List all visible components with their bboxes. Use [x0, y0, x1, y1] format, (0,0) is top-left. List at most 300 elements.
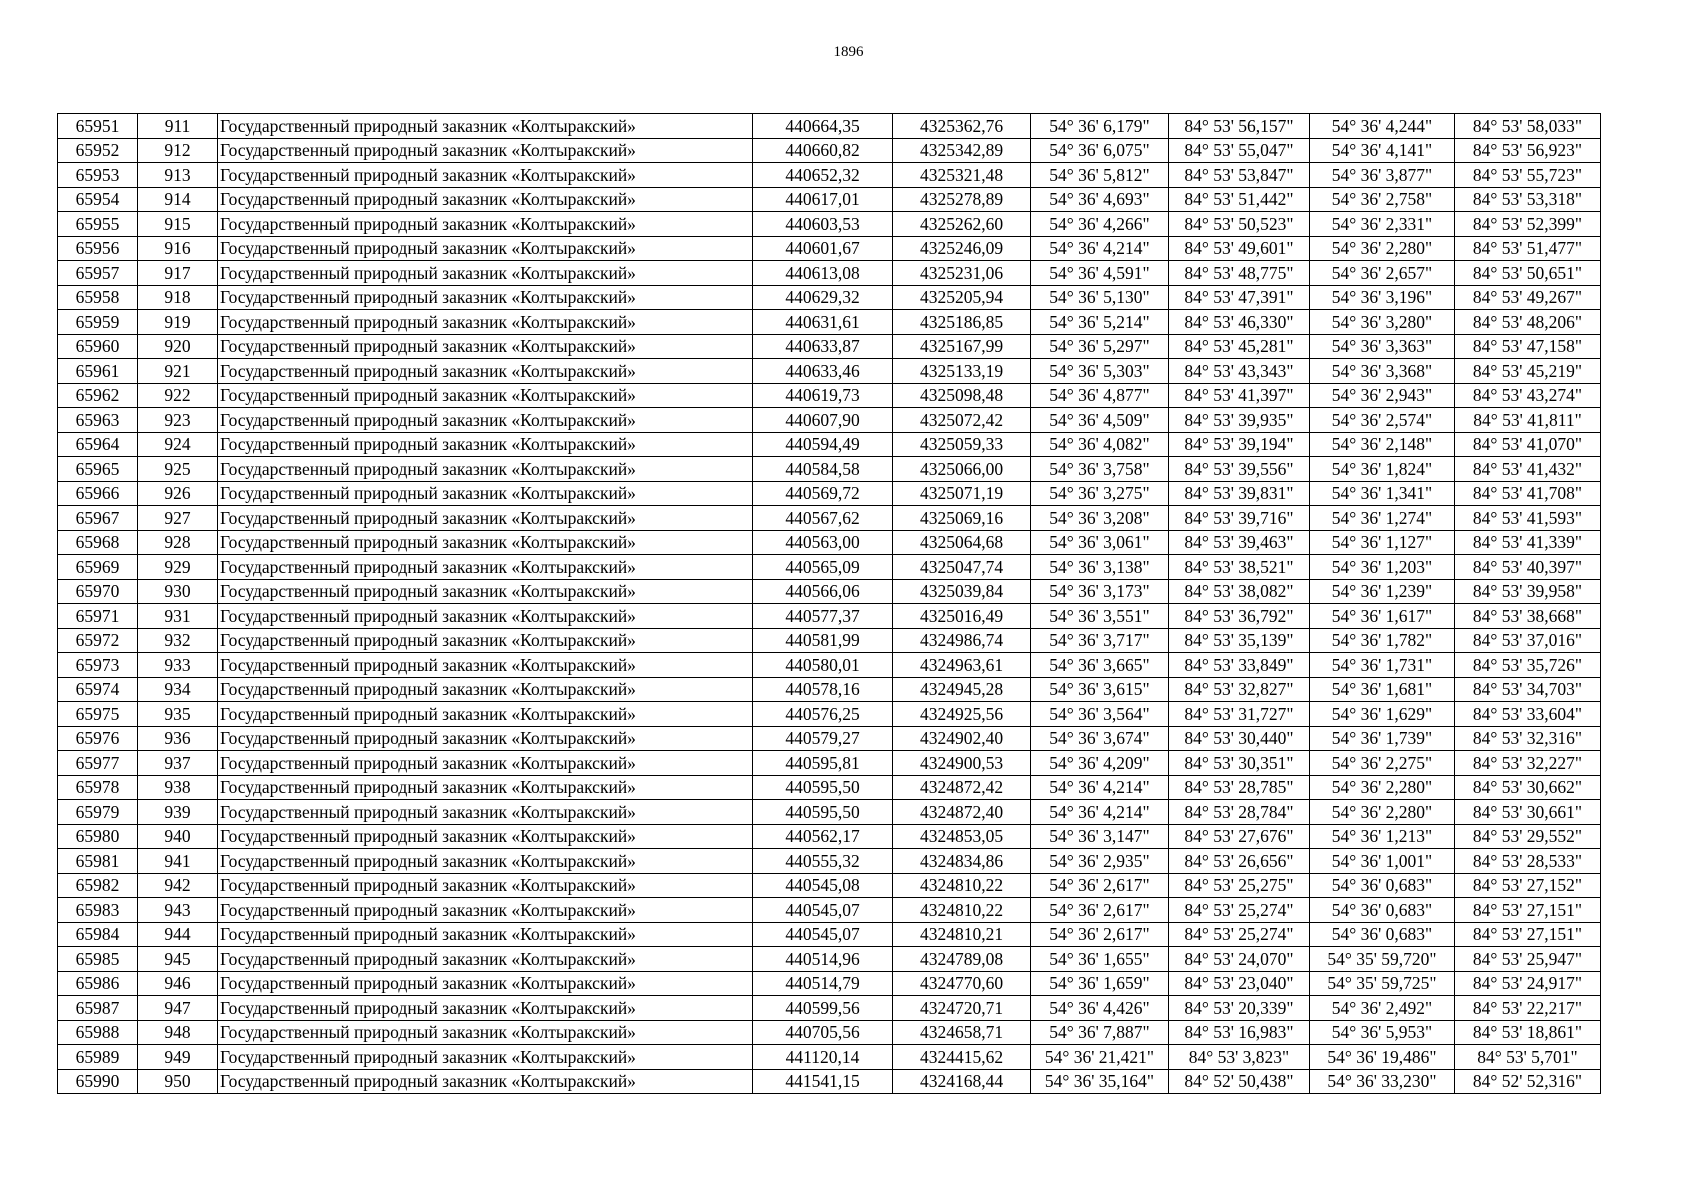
- point-number-cell: 941: [138, 849, 218, 874]
- longitude-2-cell: 84° 53' 41,070": [1455, 432, 1601, 457]
- longitude-1-cell: 84° 53' 33,849": [1169, 653, 1310, 678]
- y-coordinate-cell: 4325246,09: [893, 236, 1031, 261]
- latitude-2-cell: 54° 36' 1,731": [1310, 653, 1455, 678]
- point-number-cell: 948: [138, 1020, 218, 1045]
- latitude-1-cell: 54° 36' 2,935": [1031, 849, 1169, 874]
- longitude-2-cell: 84° 53' 25,947": [1455, 947, 1601, 972]
- longitude-2-cell: 84° 53' 22,217": [1455, 996, 1601, 1021]
- latitude-2-cell: 54° 36' 1,203": [1310, 555, 1455, 580]
- point-number-cell: 924: [138, 432, 218, 457]
- point-number-cell: 945: [138, 947, 218, 972]
- latitude-1-cell: 54° 36' 1,655": [1031, 947, 1169, 972]
- latitude-1-cell: 54° 36' 4,509": [1031, 408, 1169, 433]
- x-coordinate-cell: 440631,61: [753, 310, 893, 335]
- latitude-2-cell: 54° 36' 2,280": [1310, 800, 1455, 825]
- x-coordinate-cell: 440576,25: [753, 702, 893, 727]
- y-coordinate-cell: 4324658,71: [893, 1020, 1031, 1045]
- latitude-2-cell: 54° 36' 2,492": [1310, 996, 1455, 1021]
- latitude-2-cell: 54° 36' 2,758": [1310, 187, 1455, 212]
- object-name-cell: Государственный природный заказник «Колтыракский»: [218, 898, 753, 923]
- y-coordinate-cell: 4325069,16: [893, 506, 1031, 531]
- y-coordinate-cell: 4325133,19: [893, 359, 1031, 384]
- latitude-2-cell: 54° 36' 1,739": [1310, 726, 1455, 751]
- latitude-2-cell: 54° 36' 1,341": [1310, 481, 1455, 506]
- longitude-1-cell: 84° 53' 28,784": [1169, 800, 1310, 825]
- longitude-1-cell: 84° 53' 49,601": [1169, 236, 1310, 261]
- latitude-2-cell: 54° 36' 2,148": [1310, 432, 1455, 457]
- longitude-2-cell: 84° 53' 48,206": [1455, 310, 1601, 335]
- x-coordinate-cell: 440617,01: [753, 187, 893, 212]
- longitude-1-cell: 84° 53' 35,139": [1169, 628, 1310, 653]
- latitude-2-cell: 54° 36' 1,681": [1310, 677, 1455, 702]
- latitude-1-cell: 54° 36' 3,138": [1031, 555, 1169, 580]
- longitude-2-cell: 84° 53' 34,703": [1455, 677, 1601, 702]
- point-number-cell: 934: [138, 677, 218, 702]
- x-coordinate-cell: 440599,56: [753, 996, 893, 1021]
- longitude-2-cell: 84° 53' 56,923": [1455, 138, 1601, 163]
- table-row: [58, 383, 1601, 408]
- point-number-cell: 925: [138, 457, 218, 482]
- x-coordinate-cell: 440581,99: [753, 628, 893, 653]
- latitude-2-cell: 54° 36' 2,943": [1310, 383, 1455, 408]
- object-name-cell: Государственный природный заказник «Колтыракский»: [218, 114, 753, 139]
- y-coordinate-cell: 4325342,89: [893, 138, 1031, 163]
- longitude-2-cell: 84° 53' 27,151": [1455, 922, 1601, 947]
- table-row: [58, 800, 1601, 825]
- point-number-cell: 930: [138, 579, 218, 604]
- longitude-1-cell: 84° 53' 23,040": [1169, 971, 1310, 996]
- latitude-1-cell: 54° 36' 4,082": [1031, 432, 1169, 457]
- latitude-2-cell: 54° 36' 3,280": [1310, 310, 1455, 335]
- table-row: [58, 971, 1601, 996]
- x-coordinate-cell: 440545,08: [753, 873, 893, 898]
- x-coordinate-cell: 440607,90: [753, 408, 893, 433]
- x-coordinate-cell: 440595,81: [753, 751, 893, 776]
- latitude-1-cell: 54° 36' 2,617": [1031, 873, 1169, 898]
- latitude-1-cell: 54° 36' 4,426": [1031, 996, 1169, 1021]
- longitude-2-cell: 84° 53' 47,158": [1455, 334, 1601, 359]
- table-row: [58, 555, 1601, 580]
- longitude-1-cell: 84° 53' 31,727": [1169, 702, 1310, 727]
- longitude-1-cell: 84° 53' 20,339": [1169, 996, 1310, 1021]
- longitude-1-cell: 84° 53' 25,275": [1169, 873, 1310, 898]
- record-number-cell: 65990: [58, 1069, 138, 1094]
- table-row: [58, 506, 1601, 531]
- object-name-cell: Государственный природный заказник «Колтыракский»: [218, 947, 753, 972]
- point-number-cell: 917: [138, 261, 218, 286]
- x-coordinate-cell: 440579,27: [753, 726, 893, 751]
- y-coordinate-cell: 4325016,49: [893, 604, 1031, 629]
- record-number-cell: 65975: [58, 702, 138, 727]
- latitude-1-cell: 54° 36' 1,659": [1031, 971, 1169, 996]
- y-coordinate-cell: 4325071,19: [893, 481, 1031, 506]
- x-coordinate-cell: 440577,37: [753, 604, 893, 629]
- point-number-cell: 914: [138, 187, 218, 212]
- point-number-cell: 940: [138, 824, 218, 849]
- y-coordinate-cell: 4324720,71: [893, 996, 1031, 1021]
- point-number-cell: 936: [138, 726, 218, 751]
- point-number-cell: 927: [138, 506, 218, 531]
- longitude-2-cell: 84° 53' 40,397": [1455, 555, 1601, 580]
- latitude-1-cell: 54° 36' 3,758": [1031, 457, 1169, 482]
- longitude-2-cell: 84° 53' 51,477": [1455, 236, 1601, 261]
- object-name-cell: Государственный природный заказник «Колтыракский»: [218, 726, 753, 751]
- point-number-cell: 926: [138, 481, 218, 506]
- latitude-1-cell: 54° 36' 5,303": [1031, 359, 1169, 384]
- object-name-cell: Государственный природный заказник «Колтыракский»: [218, 432, 753, 457]
- latitude-1-cell: 54° 36' 2,617": [1031, 898, 1169, 923]
- y-coordinate-cell: 4324168,44: [893, 1069, 1031, 1094]
- longitude-2-cell: 84° 53' 27,151": [1455, 898, 1601, 923]
- y-coordinate-cell: 4324902,40: [893, 726, 1031, 751]
- longitude-1-cell: 84° 53' 41,397": [1169, 383, 1310, 408]
- y-coordinate-cell: 4325066,00: [893, 457, 1031, 482]
- coordinates-table: [57, 113, 1601, 1094]
- latitude-1-cell: 54° 36' 5,297": [1031, 334, 1169, 359]
- longitude-1-cell: 84° 53' 56,157": [1169, 114, 1310, 139]
- latitude-2-cell: 54° 36' 3,368": [1310, 359, 1455, 384]
- longitude-1-cell: 84° 53' 39,935": [1169, 408, 1310, 433]
- record-number-cell: 65961: [58, 359, 138, 384]
- table-row: [58, 481, 1601, 506]
- latitude-1-cell: 54° 36' 3,564": [1031, 702, 1169, 727]
- latitude-1-cell: 54° 36' 21,421": [1031, 1045, 1169, 1070]
- x-coordinate-cell: 440595,50: [753, 775, 893, 800]
- latitude-2-cell: 54° 36' 0,683": [1310, 873, 1455, 898]
- longitude-2-cell: 84° 53' 38,668": [1455, 604, 1601, 629]
- record-number-cell: 65985: [58, 947, 138, 972]
- table-row: [58, 310, 1601, 335]
- latitude-1-cell: 54° 36' 5,812": [1031, 163, 1169, 188]
- record-number-cell: 65953: [58, 163, 138, 188]
- table-row: [58, 775, 1601, 800]
- longitude-2-cell: 84° 53' 41,432": [1455, 457, 1601, 482]
- table-row: [58, 604, 1601, 629]
- point-number-cell: 931: [138, 604, 218, 629]
- x-coordinate-cell: 440565,09: [753, 555, 893, 580]
- latitude-1-cell: 54° 36' 3,208": [1031, 506, 1169, 531]
- record-number-cell: 65974: [58, 677, 138, 702]
- latitude-2-cell: 54° 36' 3,877": [1310, 163, 1455, 188]
- latitude-1-cell: 54° 36' 3,551": [1031, 604, 1169, 629]
- longitude-2-cell: 84° 53' 39,958": [1455, 579, 1601, 604]
- longitude-2-cell: 84° 52' 52,316": [1455, 1069, 1601, 1094]
- point-number-cell: 944: [138, 922, 218, 947]
- object-name-cell: Государственный природный заказник «Колтыракский»: [218, 506, 753, 531]
- table-row: [58, 163, 1601, 188]
- longitude-1-cell: 84° 53' 30,351": [1169, 751, 1310, 776]
- record-number-cell: 65963: [58, 408, 138, 433]
- latitude-2-cell: 54° 36' 2,280": [1310, 236, 1455, 261]
- point-number-cell: 923: [138, 408, 218, 433]
- record-number-cell: 65954: [58, 187, 138, 212]
- point-number-cell: 950: [138, 1069, 218, 1094]
- longitude-2-cell: 84° 53' 58,033": [1455, 114, 1601, 139]
- latitude-2-cell: 54° 36' 2,280": [1310, 775, 1455, 800]
- latitude-1-cell: 54° 36' 6,179": [1031, 114, 1169, 139]
- record-number-cell: 65973: [58, 653, 138, 678]
- y-coordinate-cell: 4325064,68: [893, 530, 1031, 555]
- point-number-cell: 933: [138, 653, 218, 678]
- object-name-cell: Государственный природный заказник «Колтыракский»: [218, 359, 753, 384]
- object-name-cell: Государственный природный заказник «Колтыракский»: [218, 555, 753, 580]
- latitude-2-cell: 54° 35' 59,725": [1310, 971, 1455, 996]
- object-name-cell: Государственный природный заказник «Колтыракский»: [218, 775, 753, 800]
- longitude-2-cell: 84° 53' 43,274": [1455, 383, 1601, 408]
- table-row: [58, 432, 1601, 457]
- longitude-2-cell: 84° 53' 41,708": [1455, 481, 1601, 506]
- record-number-cell: 65977: [58, 751, 138, 776]
- object-name-cell: Государственный природный заказник «Колтыракский»: [218, 236, 753, 261]
- x-coordinate-cell: 440664,35: [753, 114, 893, 139]
- table-row: [58, 751, 1601, 776]
- y-coordinate-cell: 4324963,61: [893, 653, 1031, 678]
- longitude-2-cell: 84° 53' 5,701": [1455, 1045, 1601, 1070]
- y-coordinate-cell: 4324853,05: [893, 824, 1031, 849]
- table-row: [58, 138, 1601, 163]
- record-number-cell: 65970: [58, 579, 138, 604]
- x-coordinate-cell: 440603,53: [753, 212, 893, 237]
- x-coordinate-cell: 441120,14: [753, 1045, 893, 1070]
- y-coordinate-cell: 4324415,62: [893, 1045, 1031, 1070]
- record-number-cell: 65967: [58, 506, 138, 531]
- table-row: [58, 579, 1601, 604]
- longitude-2-cell: 84° 53' 28,533": [1455, 849, 1601, 874]
- object-name-cell: Государственный природный заказник «Колтыракский»: [218, 1045, 753, 1070]
- point-number-cell: 937: [138, 751, 218, 776]
- latitude-2-cell: 54° 36' 3,196": [1310, 285, 1455, 310]
- longitude-1-cell: 84° 53' 51,442": [1169, 187, 1310, 212]
- latitude-2-cell: 54° 36' 2,657": [1310, 261, 1455, 286]
- longitude-2-cell: 84° 53' 50,651": [1455, 261, 1601, 286]
- point-number-cell: 939: [138, 800, 218, 825]
- x-coordinate-cell: 440563,00: [753, 530, 893, 555]
- latitude-1-cell: 54° 36' 3,275": [1031, 481, 1169, 506]
- object-name-cell: Государственный природный заказник «Колтыракский»: [218, 1069, 753, 1094]
- latitude-2-cell: 54° 36' 1,274": [1310, 506, 1455, 531]
- record-number-cell: 65980: [58, 824, 138, 849]
- longitude-1-cell: 84° 53' 45,281": [1169, 334, 1310, 359]
- longitude-2-cell: 84° 53' 30,662": [1455, 775, 1601, 800]
- longitude-1-cell: 84° 53' 39,463": [1169, 530, 1310, 555]
- record-number-cell: 65972: [58, 628, 138, 653]
- longitude-2-cell: 84° 53' 37,016": [1455, 628, 1601, 653]
- object-name-cell: Государственный природный заказник «Колтыракский»: [218, 1020, 753, 1045]
- object-name-cell: Государственный природный заказник «Колтыракский»: [218, 628, 753, 653]
- point-number-cell: 912: [138, 138, 218, 163]
- x-coordinate-cell: 440629,32: [753, 285, 893, 310]
- y-coordinate-cell: 4325205,94: [893, 285, 1031, 310]
- longitude-2-cell: 84° 53' 49,267": [1455, 285, 1601, 310]
- table-row: [58, 334, 1601, 359]
- x-coordinate-cell: 440652,32: [753, 163, 893, 188]
- latitude-1-cell: 54° 36' 3,061": [1031, 530, 1169, 555]
- record-number-cell: 65957: [58, 261, 138, 286]
- latitude-1-cell: 54° 36' 7,887": [1031, 1020, 1169, 1045]
- longitude-1-cell: 84° 53' 28,785": [1169, 775, 1310, 800]
- record-number-cell: 65960: [58, 334, 138, 359]
- point-number-cell: 919: [138, 310, 218, 335]
- record-number-cell: 65987: [58, 996, 138, 1021]
- x-coordinate-cell: 440619,73: [753, 383, 893, 408]
- y-coordinate-cell: 4324945,28: [893, 677, 1031, 702]
- latitude-2-cell: 54° 36' 1,213": [1310, 824, 1455, 849]
- point-number-cell: 921: [138, 359, 218, 384]
- longitude-2-cell: 84° 53' 32,227": [1455, 751, 1601, 776]
- latitude-1-cell: 54° 36' 35,164": [1031, 1069, 1169, 1094]
- longitude-1-cell: 84° 53' 36,792": [1169, 604, 1310, 629]
- y-coordinate-cell: 4325321,48: [893, 163, 1031, 188]
- x-coordinate-cell: 440633,46: [753, 359, 893, 384]
- x-coordinate-cell: 440566,06: [753, 579, 893, 604]
- point-number-cell: 935: [138, 702, 218, 727]
- longitude-1-cell: 84° 53' 55,047": [1169, 138, 1310, 163]
- record-number-cell: 65955: [58, 212, 138, 237]
- x-coordinate-cell: 440545,07: [753, 922, 893, 947]
- y-coordinate-cell: 4324810,22: [893, 898, 1031, 923]
- object-name-cell: Государственный природный заказник «Колтыракский»: [218, 408, 753, 433]
- object-name-cell: Государственный природный заказник «Колтыракский»: [218, 677, 753, 702]
- latitude-2-cell: 54° 36' 1,782": [1310, 628, 1455, 653]
- y-coordinate-cell: 4324810,21: [893, 922, 1031, 947]
- x-coordinate-cell: 440514,79: [753, 971, 893, 996]
- latitude-1-cell: 54° 36' 6,075": [1031, 138, 1169, 163]
- longitude-1-cell: 84° 53' 27,676": [1169, 824, 1310, 849]
- longitude-1-cell: 84° 53' 48,775": [1169, 261, 1310, 286]
- table-row: [58, 1069, 1601, 1094]
- record-number-cell: 65986: [58, 971, 138, 996]
- longitude-2-cell: 84° 53' 45,219": [1455, 359, 1601, 384]
- y-coordinate-cell: 4324810,22: [893, 873, 1031, 898]
- x-coordinate-cell: 440705,56: [753, 1020, 893, 1045]
- x-coordinate-cell: 440584,58: [753, 457, 893, 482]
- longitude-1-cell: 84° 53' 39,556": [1169, 457, 1310, 482]
- latitude-1-cell: 54° 36' 3,147": [1031, 824, 1169, 849]
- latitude-2-cell: 54° 36' 1,239": [1310, 579, 1455, 604]
- object-name-cell: Государственный природный заказник «Колтыракский»: [218, 604, 753, 629]
- object-name-cell: Государственный природный заказник «Колтыракский»: [218, 285, 753, 310]
- y-coordinate-cell: 4325262,60: [893, 212, 1031, 237]
- longitude-1-cell: 84° 53' 43,343": [1169, 359, 1310, 384]
- table-row: [58, 1045, 1601, 1070]
- latitude-2-cell: 54° 36' 4,141": [1310, 138, 1455, 163]
- x-coordinate-cell: 440555,32: [753, 849, 893, 874]
- point-number-cell: 916: [138, 236, 218, 261]
- longitude-1-cell: 84° 53' 39,831": [1169, 481, 1310, 506]
- record-number-cell: 65988: [58, 1020, 138, 1045]
- x-coordinate-cell: 440660,82: [753, 138, 893, 163]
- table-row: [58, 824, 1601, 849]
- x-coordinate-cell: 440601,67: [753, 236, 893, 261]
- object-name-cell: Государственный природный заказник «Колтыракский»: [218, 187, 753, 212]
- latitude-2-cell: 54° 36' 4,244": [1310, 114, 1455, 139]
- object-name-cell: Государственный природный заказник «Колтыракский»: [218, 702, 753, 727]
- page-number: 1896: [833, 44, 864, 60]
- point-number-cell: 932: [138, 628, 218, 653]
- table-row: [58, 653, 1601, 678]
- object-name-cell: Государственный природный заказник «Колтыракский»: [218, 261, 753, 286]
- y-coordinate-cell: 4325098,48: [893, 383, 1031, 408]
- record-number-cell: 65964: [58, 432, 138, 457]
- y-coordinate-cell: 4325186,85: [893, 310, 1031, 335]
- table-row: [58, 947, 1601, 972]
- longitude-1-cell: 84° 53' 39,194": [1169, 432, 1310, 457]
- object-name-cell: Государственный природный заказник «Колтыракский»: [218, 481, 753, 506]
- record-number-cell: 65971: [58, 604, 138, 629]
- object-name-cell: Государственный природный заказник «Колтыракский»: [218, 212, 753, 237]
- latitude-1-cell: 54° 36' 2,617": [1031, 922, 1169, 947]
- longitude-1-cell: 84° 53' 46,330": [1169, 310, 1310, 335]
- point-number-cell: 915: [138, 212, 218, 237]
- table-row: [58, 408, 1601, 433]
- latitude-1-cell: 54° 36' 4,591": [1031, 261, 1169, 286]
- longitude-2-cell: 84° 53' 27,152": [1455, 873, 1601, 898]
- object-name-cell: Государственный природный заказник «Колтыракский»: [218, 457, 753, 482]
- x-coordinate-cell: 440633,87: [753, 334, 893, 359]
- longitude-2-cell: 84° 53' 41,593": [1455, 506, 1601, 531]
- longitude-2-cell: 84° 53' 35,726": [1455, 653, 1601, 678]
- longitude-1-cell: 84° 53' 24,070": [1169, 947, 1310, 972]
- latitude-1-cell: 54° 36' 4,877": [1031, 383, 1169, 408]
- table-body: [58, 114, 1601, 1094]
- y-coordinate-cell: 4325072,42: [893, 408, 1031, 433]
- record-number-cell: 65966: [58, 481, 138, 506]
- record-number-cell: 65976: [58, 726, 138, 751]
- table-row: [58, 996, 1601, 1021]
- latitude-1-cell: 54° 36' 4,214": [1031, 236, 1169, 261]
- record-number-cell: 65968: [58, 530, 138, 555]
- point-number-cell: 918: [138, 285, 218, 310]
- y-coordinate-cell: 4325231,06: [893, 261, 1031, 286]
- record-number-cell: 65952: [58, 138, 138, 163]
- latitude-2-cell: 54° 36' 3,363": [1310, 334, 1455, 359]
- y-coordinate-cell: 4325278,89: [893, 187, 1031, 212]
- latitude-2-cell: 54° 36' 0,683": [1310, 922, 1455, 947]
- y-coordinate-cell: 4324872,42: [893, 775, 1031, 800]
- point-number-cell: 911: [138, 114, 218, 139]
- latitude-2-cell: 54° 36' 33,230": [1310, 1069, 1455, 1094]
- table-row: [58, 212, 1601, 237]
- longitude-1-cell: 84° 53' 32,827": [1169, 677, 1310, 702]
- x-coordinate-cell: 440569,72: [753, 481, 893, 506]
- x-coordinate-cell: 440545,07: [753, 898, 893, 923]
- point-number-cell: 946: [138, 971, 218, 996]
- point-number-cell: 928: [138, 530, 218, 555]
- object-name-cell: Государственный природный заказник «Колтыракский»: [218, 751, 753, 776]
- object-name-cell: Государственный природный заказник «Колтыракский»: [218, 579, 753, 604]
- y-coordinate-cell: 4324834,86: [893, 849, 1031, 874]
- longitude-2-cell: 84° 53' 41,811": [1455, 408, 1601, 433]
- longitude-2-cell: 84° 53' 55,723": [1455, 163, 1601, 188]
- latitude-1-cell: 54° 36' 4,214": [1031, 775, 1169, 800]
- object-name-cell: Государственный природный заказник «Колтыракский»: [218, 334, 753, 359]
- object-name-cell: Государственный природный заказник «Колтыракский»: [218, 310, 753, 335]
- record-number-cell: 65965: [58, 457, 138, 482]
- point-number-cell: 922: [138, 383, 218, 408]
- object-name-cell: Государственный природный заказник «Колтыракский»: [218, 824, 753, 849]
- longitude-2-cell: 84° 53' 30,661": [1455, 800, 1601, 825]
- latitude-2-cell: 54° 36' 2,275": [1310, 751, 1455, 776]
- latitude-2-cell: 54° 36' 1,127": [1310, 530, 1455, 555]
- longitude-1-cell: 84° 53' 38,082": [1169, 579, 1310, 604]
- record-number-cell: 65979: [58, 800, 138, 825]
- x-coordinate-cell: 440580,01: [753, 653, 893, 678]
- point-number-cell: 938: [138, 775, 218, 800]
- point-number-cell: 920: [138, 334, 218, 359]
- x-coordinate-cell: 440562,17: [753, 824, 893, 849]
- record-number-cell: 65969: [58, 555, 138, 580]
- latitude-2-cell: 54° 36' 0,683": [1310, 898, 1455, 923]
